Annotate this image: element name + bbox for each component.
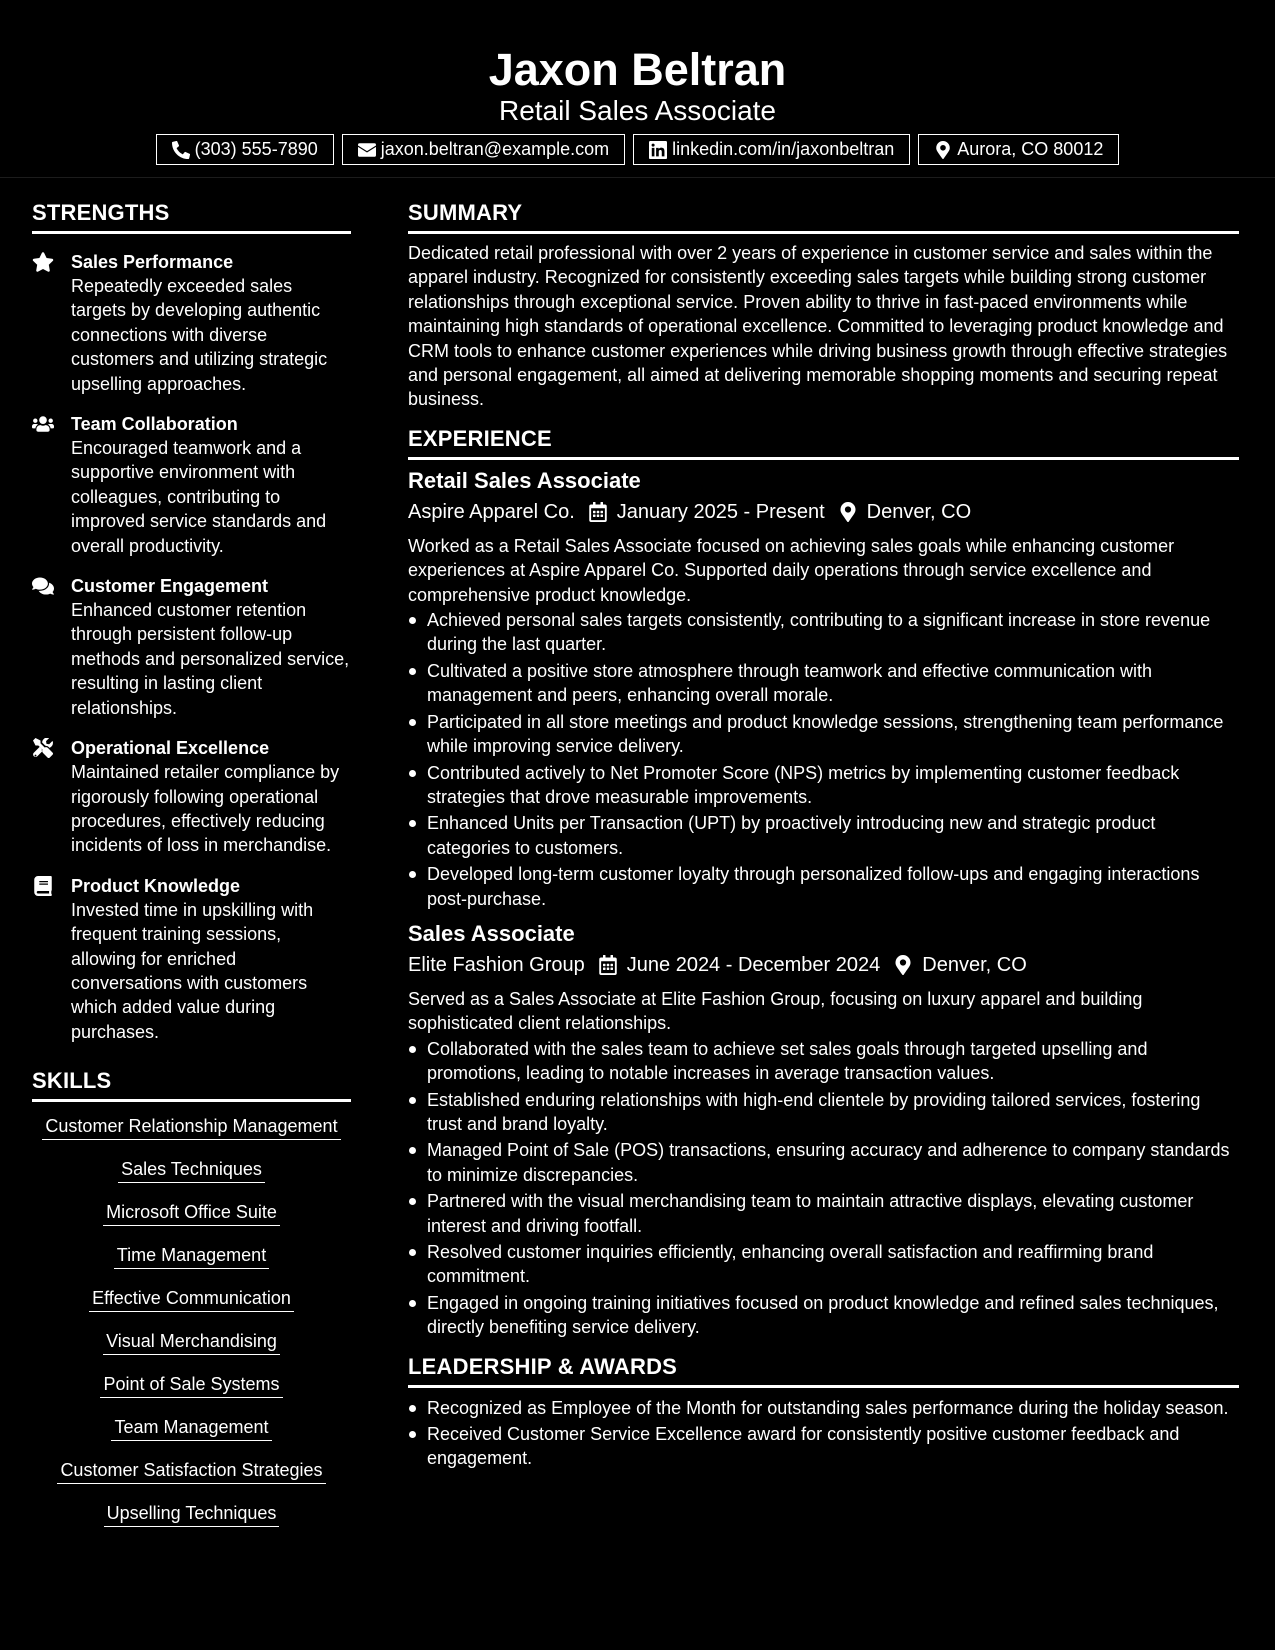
strength-item xyxy=(32,412,351,558)
skill-label: Sales Techniques xyxy=(118,1157,265,1183)
skills-list xyxy=(32,1114,351,1527)
strength-desc: Encouraged teamwork and a supportive environment with colleagues, contributing to improved service standards and overall productivity. xyxy=(71,438,327,556)
contact-location[interactable] xyxy=(918,134,1119,165)
list-item: Achieved personal sales targets consistently, contributing to a significant increase in store revenue during the last quarter. xyxy=(408,608,1239,657)
skill-item xyxy=(32,1200,351,1226)
right-column xyxy=(408,198,1239,1473)
strength-title: Customer Engagement xyxy=(71,576,269,597)
job-company: Aspire Apparel Co. xyxy=(408,500,575,523)
job-dates: January 2025 - Present xyxy=(616,500,825,523)
job-bullets xyxy=(408,608,1239,911)
linkedin-icon xyxy=(649,141,667,159)
skill-label: Microsoft Office Suite xyxy=(103,1200,280,1226)
skill-item xyxy=(32,1458,351,1484)
job-bullets xyxy=(408,1037,1239,1340)
job-entry xyxy=(408,919,1239,1340)
skill-label: Visual Merchandising xyxy=(103,1329,280,1355)
skill-item xyxy=(32,1243,351,1269)
strength-desc: Repeatedly exceeded sales targets by developing authentic connections with diverse customers and utilizing strategic upselling approaches. xyxy=(71,276,328,394)
strength-desc: Invested time in upskilling with frequent training sessions, allowing for enriched conversations with customers which added value during purchases. xyxy=(71,899,314,1042)
contact-email[interactable] xyxy=(342,134,625,165)
comments-icon xyxy=(32,576,56,598)
list-item: Participated in all store meetings and product knowledge sessions, strengthening team performance while improving service delivery. xyxy=(408,710,1239,759)
strength-item xyxy=(32,250,351,396)
list-item: Enhanced Units per Transaction (UPT) by proactively introducing new and strategic product categories to customers. xyxy=(408,811,1239,860)
contact-location-text: Aurora, CO 80012 xyxy=(957,139,1104,159)
list-item: Engaged in ongoing training initiatives focused on product knowledge and refined sales techniques, directly benefiting service delivery. xyxy=(408,1291,1239,1340)
strength-item xyxy=(32,736,351,858)
contact-phone[interactable] xyxy=(156,134,334,165)
skill-label: Time Management xyxy=(114,1243,269,1269)
list-item: Partnered with the visual merchandising team to maintain attractive displays, elevating customer interest and driving footfall. xyxy=(408,1189,1239,1238)
list-item: Managed Point of Sale (POS) transactions, ensuring accuracy and adherence to company standards to minimize discrepancies. xyxy=(408,1138,1239,1187)
skill-label: Customer Relationship Management xyxy=(42,1114,340,1140)
list-item: Recognized as Employee of the Month for outstanding sales performance during the holiday season. xyxy=(408,1396,1239,1420)
users-icon xyxy=(32,414,56,436)
experience-heading: EXPERIENCE xyxy=(408,424,1239,460)
skill-label: Customer Satisfaction Strategies xyxy=(57,1458,325,1484)
awards-list xyxy=(408,1396,1239,1471)
list-item: Resolved customer inquiries efficiently, enhancing overall satisfaction and reaffirming brand commitment. xyxy=(408,1240,1239,1289)
skill-item xyxy=(32,1329,351,1355)
awards-heading: LEADERSHIP & AWARDS xyxy=(408,1352,1239,1388)
left-column xyxy=(32,198,351,1544)
strength-desc: Maintained retailer compliance by rigorously following operational procedures, effectively reducing incidents of loss in merchandise. xyxy=(71,762,340,856)
list-item: Collaborated with the sales team to achieve set sales goals through targeted upselling and promotions, leading to notable increases in average transaction values. xyxy=(408,1037,1239,1086)
job-location: Denver, CO xyxy=(922,953,1027,976)
phone-icon xyxy=(172,141,190,159)
strength-item xyxy=(32,874,351,1044)
skill-item xyxy=(32,1415,351,1441)
summary-text: Dedicated retail professional with over 2 years of experience in customer service and sales within the apparel industry. Recognized for consistently exceeding sales targets while building strong customer relationships through exceptional service. Proven ability to thrive in fast-paced environments while maintaining high standards of operational excellence. Committed to leveraging product knowledge and CRM tools to enhance customer experiences while driving business growth through effective strategies and personal engagement, all aimed at delivering memorable shopping moments and securing repeat business. xyxy=(408,243,1228,410)
strengths-heading: STRENGTHS xyxy=(32,198,351,234)
strength-desc: Enhanced customer retention through persistent follow-up methods and personalized service, resulting in lasting client relationships. xyxy=(71,600,350,718)
job-entry xyxy=(408,466,1239,911)
envelope-icon xyxy=(358,141,376,159)
job-description: Served as a Sales Associate at Elite Fashion Group, focusing on luxury apparel and building sophisticated client relationships. xyxy=(408,988,1143,1034)
skill-item xyxy=(32,1157,351,1183)
strength-title: Sales Performance xyxy=(71,252,234,272)
map-pin-icon xyxy=(894,955,912,975)
star-icon xyxy=(32,252,56,274)
contact-linkedin-text: linkedin.com/in/jaxonbeltran xyxy=(672,139,895,159)
list-item: Contributed actively to Net Promoter Score (NPS) metrics by implementing customer feedback strategies that drove measurable improvements. xyxy=(408,761,1239,810)
strength-item xyxy=(32,574,351,720)
job-description: Worked as a Retail Sales Associate focused on achieving sales goals while enhancing customer experiences at Aspire Apparel Co. Supported daily operations through service excellence and comprehensive product knowledge. xyxy=(408,535,1175,605)
candidate-name: Jaxon Beltran xyxy=(488,44,787,95)
list-item: Developed long-term customer loyalty through personalized follow-ups and engaging interactions post-purchase. xyxy=(408,862,1239,911)
skills-heading: SKILLS xyxy=(32,1066,351,1102)
map-pin-icon xyxy=(839,502,857,522)
map-pin-icon xyxy=(934,141,952,159)
candidate-title: Retail Sales Associate xyxy=(498,95,777,126)
skill-label: Upselling Techniques xyxy=(104,1501,280,1527)
strength-title: Product Knowledge xyxy=(71,875,241,896)
strength-title: Operational Excellence xyxy=(71,738,270,759)
skill-label: Effective Communication xyxy=(89,1286,294,1312)
resume-header xyxy=(0,0,1275,178)
summary-heading: SUMMARY xyxy=(408,198,1239,234)
job-meta xyxy=(408,950,1239,980)
skill-item xyxy=(32,1372,351,1398)
skill-item xyxy=(32,1501,351,1527)
skill-item xyxy=(32,1286,351,1312)
contact-phone-text: (303) 555-7890 xyxy=(194,139,318,159)
list-item: Received Customer Service Excellence award for consistently positive customer feedback and engagement. xyxy=(408,1422,1239,1471)
contact-email-text: jaxon.beltran@example.com xyxy=(380,139,610,159)
job-company: Elite Fashion Group xyxy=(408,953,585,976)
tools-icon xyxy=(32,738,56,760)
skill-label: Point of Sale Systems xyxy=(100,1372,282,1398)
strength-title: Team Collaboration xyxy=(71,414,238,435)
list-item: Established enduring relationships with high-end clientele by providing tailored services, fostering trust and brand loyalty. xyxy=(408,1088,1239,1137)
job-location: Denver, CO xyxy=(866,500,972,523)
calendar-icon xyxy=(599,955,617,975)
job-meta xyxy=(408,497,1239,527)
job-dates: June 2024 - December 2024 xyxy=(626,953,881,976)
calendar-icon xyxy=(589,502,607,522)
list-item: Cultivated a positive store atmosphere through teamwork and effective communication with management and peers, enhancing overall morale. xyxy=(408,659,1239,708)
skill-label: Team Management xyxy=(111,1415,271,1441)
job-title: Retail Sales Associate xyxy=(408,467,641,493)
contact-linkedin[interactable] xyxy=(633,134,910,165)
job-title: Sales Associate xyxy=(408,920,575,946)
skill-item xyxy=(32,1114,351,1140)
book-icon xyxy=(32,876,56,898)
contact-bar xyxy=(0,134,1275,165)
